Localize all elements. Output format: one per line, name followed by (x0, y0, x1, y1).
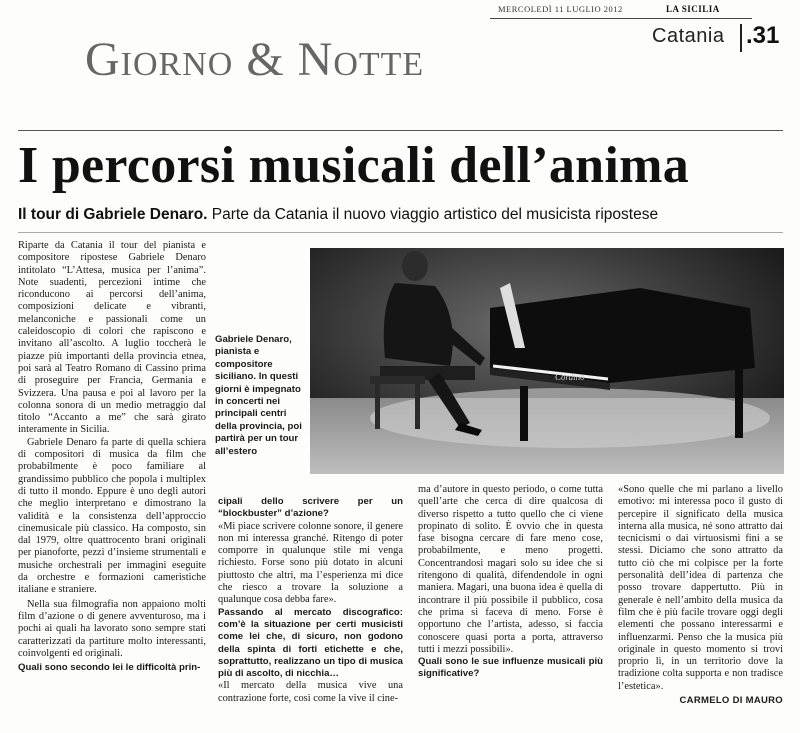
paragraph: Nella sua filmografia non appaiono molti film d’azione o di genere avventuroso, ma i pochi ai quali ha lavorato sono sempre stati caratterizzati da partiture molto interessanti, coinvolgenti ed originali. (18, 598, 206, 659)
interview-answer: «Il mercato della musica vive una contrazione forte, così come la vive il cine- (218, 680, 403, 704)
interview-question: Passando al mercato discografico: com’è la situazione per certi musicisti come lei che, di sicuro, non godono della spinta di forti etichette e che, soprattutto, realizzano un tipo di musica più di ascolto, di nicchia… (218, 606, 403, 680)
newspaper-name: LA SICILIA (666, 4, 720, 14)
column-2 (218, 496, 403, 705)
paragraph: Gabriele Denaro fa parte di quella schiera di compositori di musica da film che probabilmente è poco familiare al grandissimo pubblico che popola i multiplex di tutto il mondo. Eppure è uno degli autori che meglio interpretano e dimostrano la validità e la consistenza dell’approccio cinemusicale più classico. Ha composto, sin dal 1979, oltre quattrocento brani originali per pianoforte, pezzi d’insieme strumentali e musiche orchestrali per immagini eseguite da orchestre e formazioni cameristiche italiane e straniere. (18, 436, 206, 596)
pianist-illustration (310, 248, 784, 474)
subhead-rule (18, 232, 783, 233)
interview-question: cipali dello scrivere per un “blockbuster” d’azione? (218, 496, 403, 520)
article-subhead (18, 206, 658, 224)
dateline: MERCOLEDÌ 11 LUGLIO 2012 (498, 4, 623, 14)
column-3 (418, 484, 603, 681)
photo-caption: Gabriele Denaro, pianista e compositore siciliano. In questi giorni è impegnato in concerti nei principali centri della provincia, poi partirà per un tour all’estero (215, 334, 302, 457)
piano-brand: Cordino (555, 372, 585, 382)
interview-answer: «Mi piace scrivere colonne sonore, il genere non mi interessa granché. Ritengo di poter comporre in qualunque stile mi venga richiesto. Forse sono più dotato in alcuni piuttosto che altri, ma l’esperienza mi dice che riesco a trovare la soluzione a qualunque cosa debba fare». (218, 520, 403, 606)
pianist-photo (310, 248, 784, 474)
section-title: Giorno & Notte (85, 33, 425, 86)
page-number: .31 (746, 22, 780, 49)
column-4 (618, 484, 783, 707)
interview-answer: «Sono quelle che mi parlano a livello emotivo: mi interessa poco il gusto di percepire il significato della musica interna alla musica, né sono attratto dai tecnicismi o dai virtuosismi fini a se stessi. Diciamo che sono attratto da tutto ciò che mi colpisce per la forte personalità dell’idea di partenza che posso trovare dappertutto. Più in generale è nell’ambito della musica da film che è più facile trovare oggi degli elementi che possano interessarmi e influenzarmi. Penso che la musica più originale in questo momento si trovi proprio lì, in un territorio dove la tradizione colta supporta e non tradisce l’estetica». (618, 484, 783, 692)
subhead-lead: Il tour di Gabriele Denaro. (18, 206, 208, 223)
interview-question: Quali sono le sue influenze musicali più significative? (418, 656, 603, 680)
headline-rule (18, 130, 783, 131)
subhead-text: Parte da Catania il nuovo viaggio artistico del musicista ripostese (211, 206, 659, 223)
masthead-rule (490, 18, 752, 19)
masthead-divider (740, 24, 742, 52)
column-1 (18, 240, 206, 674)
author-byline: CARMELO DI MAURO (679, 695, 783, 707)
interview-question: Quali sono secondo lei le difficoltà prin- (18, 662, 201, 674)
paragraph: Riparte da Catania il tour del pianista e compositore ripostese Gabriele Denaro intitolato “L’Attesa, musica per l’anima”. Note suadenti, percezioni intime che riconducono ai percorsi dell’anima, composizioni delicate e vibranti, melanconiche e passionali come un caleidoscopio di colori che rapiscono e invitano all’ascolto. A luglio toccherà le piazze più importanti della provincia etnea, poi sarà al Teatro Romano di Cassino prima di proseguire per Francia, Germania e Svizzera. Una pausa e poi al lavoro per la colonna sonora di un medio metraggio dal titolo “Accanto a me” che sarà girato interamente in Sicilia. (18, 240, 206, 436)
article-headline: I percorsi musicali dell’anima (18, 137, 690, 194)
interview-answer: ma d’autore in questo periodo, o come tutta quell’arte che cerca di dire qualcosa di diverso rispetto a tutto quello che ci viene propinato di solito. È ovvio che in questa fase bisogna cercare di fare meno cose, probabilmente, e meno progetti. Concentrandosi magari solo su idee che si ritengono di qualità, difendendole in ogni maniera. Magari, una buona idea è quella di incontrare il più possibile il pubblico, cosa che prima si faceva di meno. Forse è opportuno che l’artista, adesso, si faccia conoscere quasi porta a porta, attraverso tutti i mezzi possibili». (418, 484, 603, 655)
city-section: Catania (652, 25, 725, 47)
